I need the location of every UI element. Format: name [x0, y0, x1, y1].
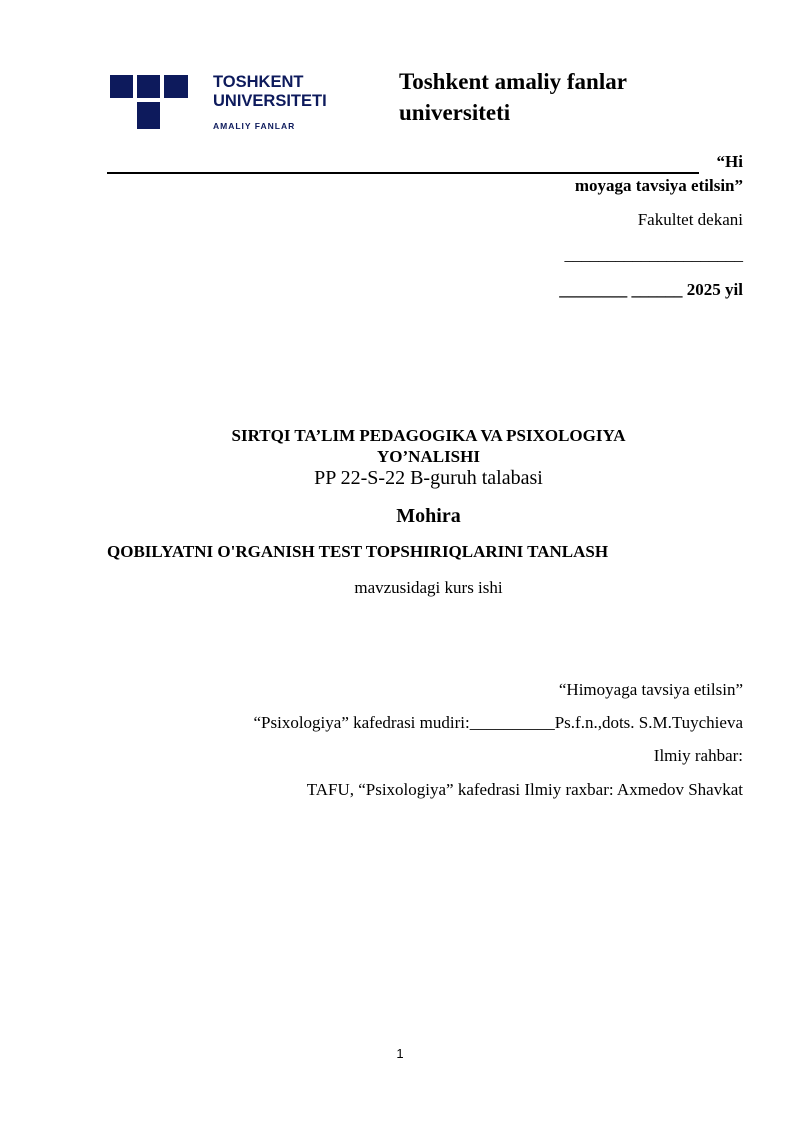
course-work-topic: QOBILYATNI O'RGANISH TEST TOPSHIRIQLARINI TANLASH — [107, 542, 609, 561]
university-title-line1: Toshkent amaliy fanlar — [399, 69, 627, 94]
head-of-department: “Psixologiya” kafedrasi mudiri:__________Ps.f.n.,dots. S.M.Tuychieva — [253, 713, 743, 732]
university-logo — [108, 73, 348, 133]
approval-quote-part1: “Hi — [716, 152, 743, 171]
direction-line2: YO’NALISHI — [377, 447, 480, 466]
university-title — [399, 66, 729, 128]
approval-date: ________ ______ 2025 yil — [559, 280, 743, 299]
approval-quote-part2: moyaga tavsiya etilsin” — [574, 176, 743, 195]
student-name: Mohira — [396, 505, 461, 527]
logo-line3: AMALIY FANLAR — [213, 121, 296, 131]
university-title-line2: universiteti — [399, 100, 511, 125]
dean-signature-line: _____________________ — [564, 245, 743, 264]
advisor-label: Ilmiy rahbar: — [653, 746, 743, 765]
logo-line2: UNIVERSITETI — [213, 92, 327, 110]
group-label: PP 22-S-22 B-guruh talabasi — [314, 467, 543, 489]
header-divider — [107, 172, 699, 174]
direction-line1: SIRTQI TA’LIM PEDAGOGIKA VA PSIXOLOGIYA — [231, 426, 626, 445]
dean-label: Fakultet dekani — [637, 210, 743, 229]
page-number: 1 — [396, 1046, 404, 1061]
defense-recommendation: “Himoyaga tavsiya etilsin” — [558, 680, 743, 699]
advisor-name: TAFU, “Psixologiya” kafedrasi Ilmiy raxbar: Axmedov Shavkat — [306, 780, 743, 799]
logo-line1: TOSHKENT — [213, 73, 304, 91]
course-work-subtitle: mavzusidagi kurs ishi — [354, 578, 503, 597]
